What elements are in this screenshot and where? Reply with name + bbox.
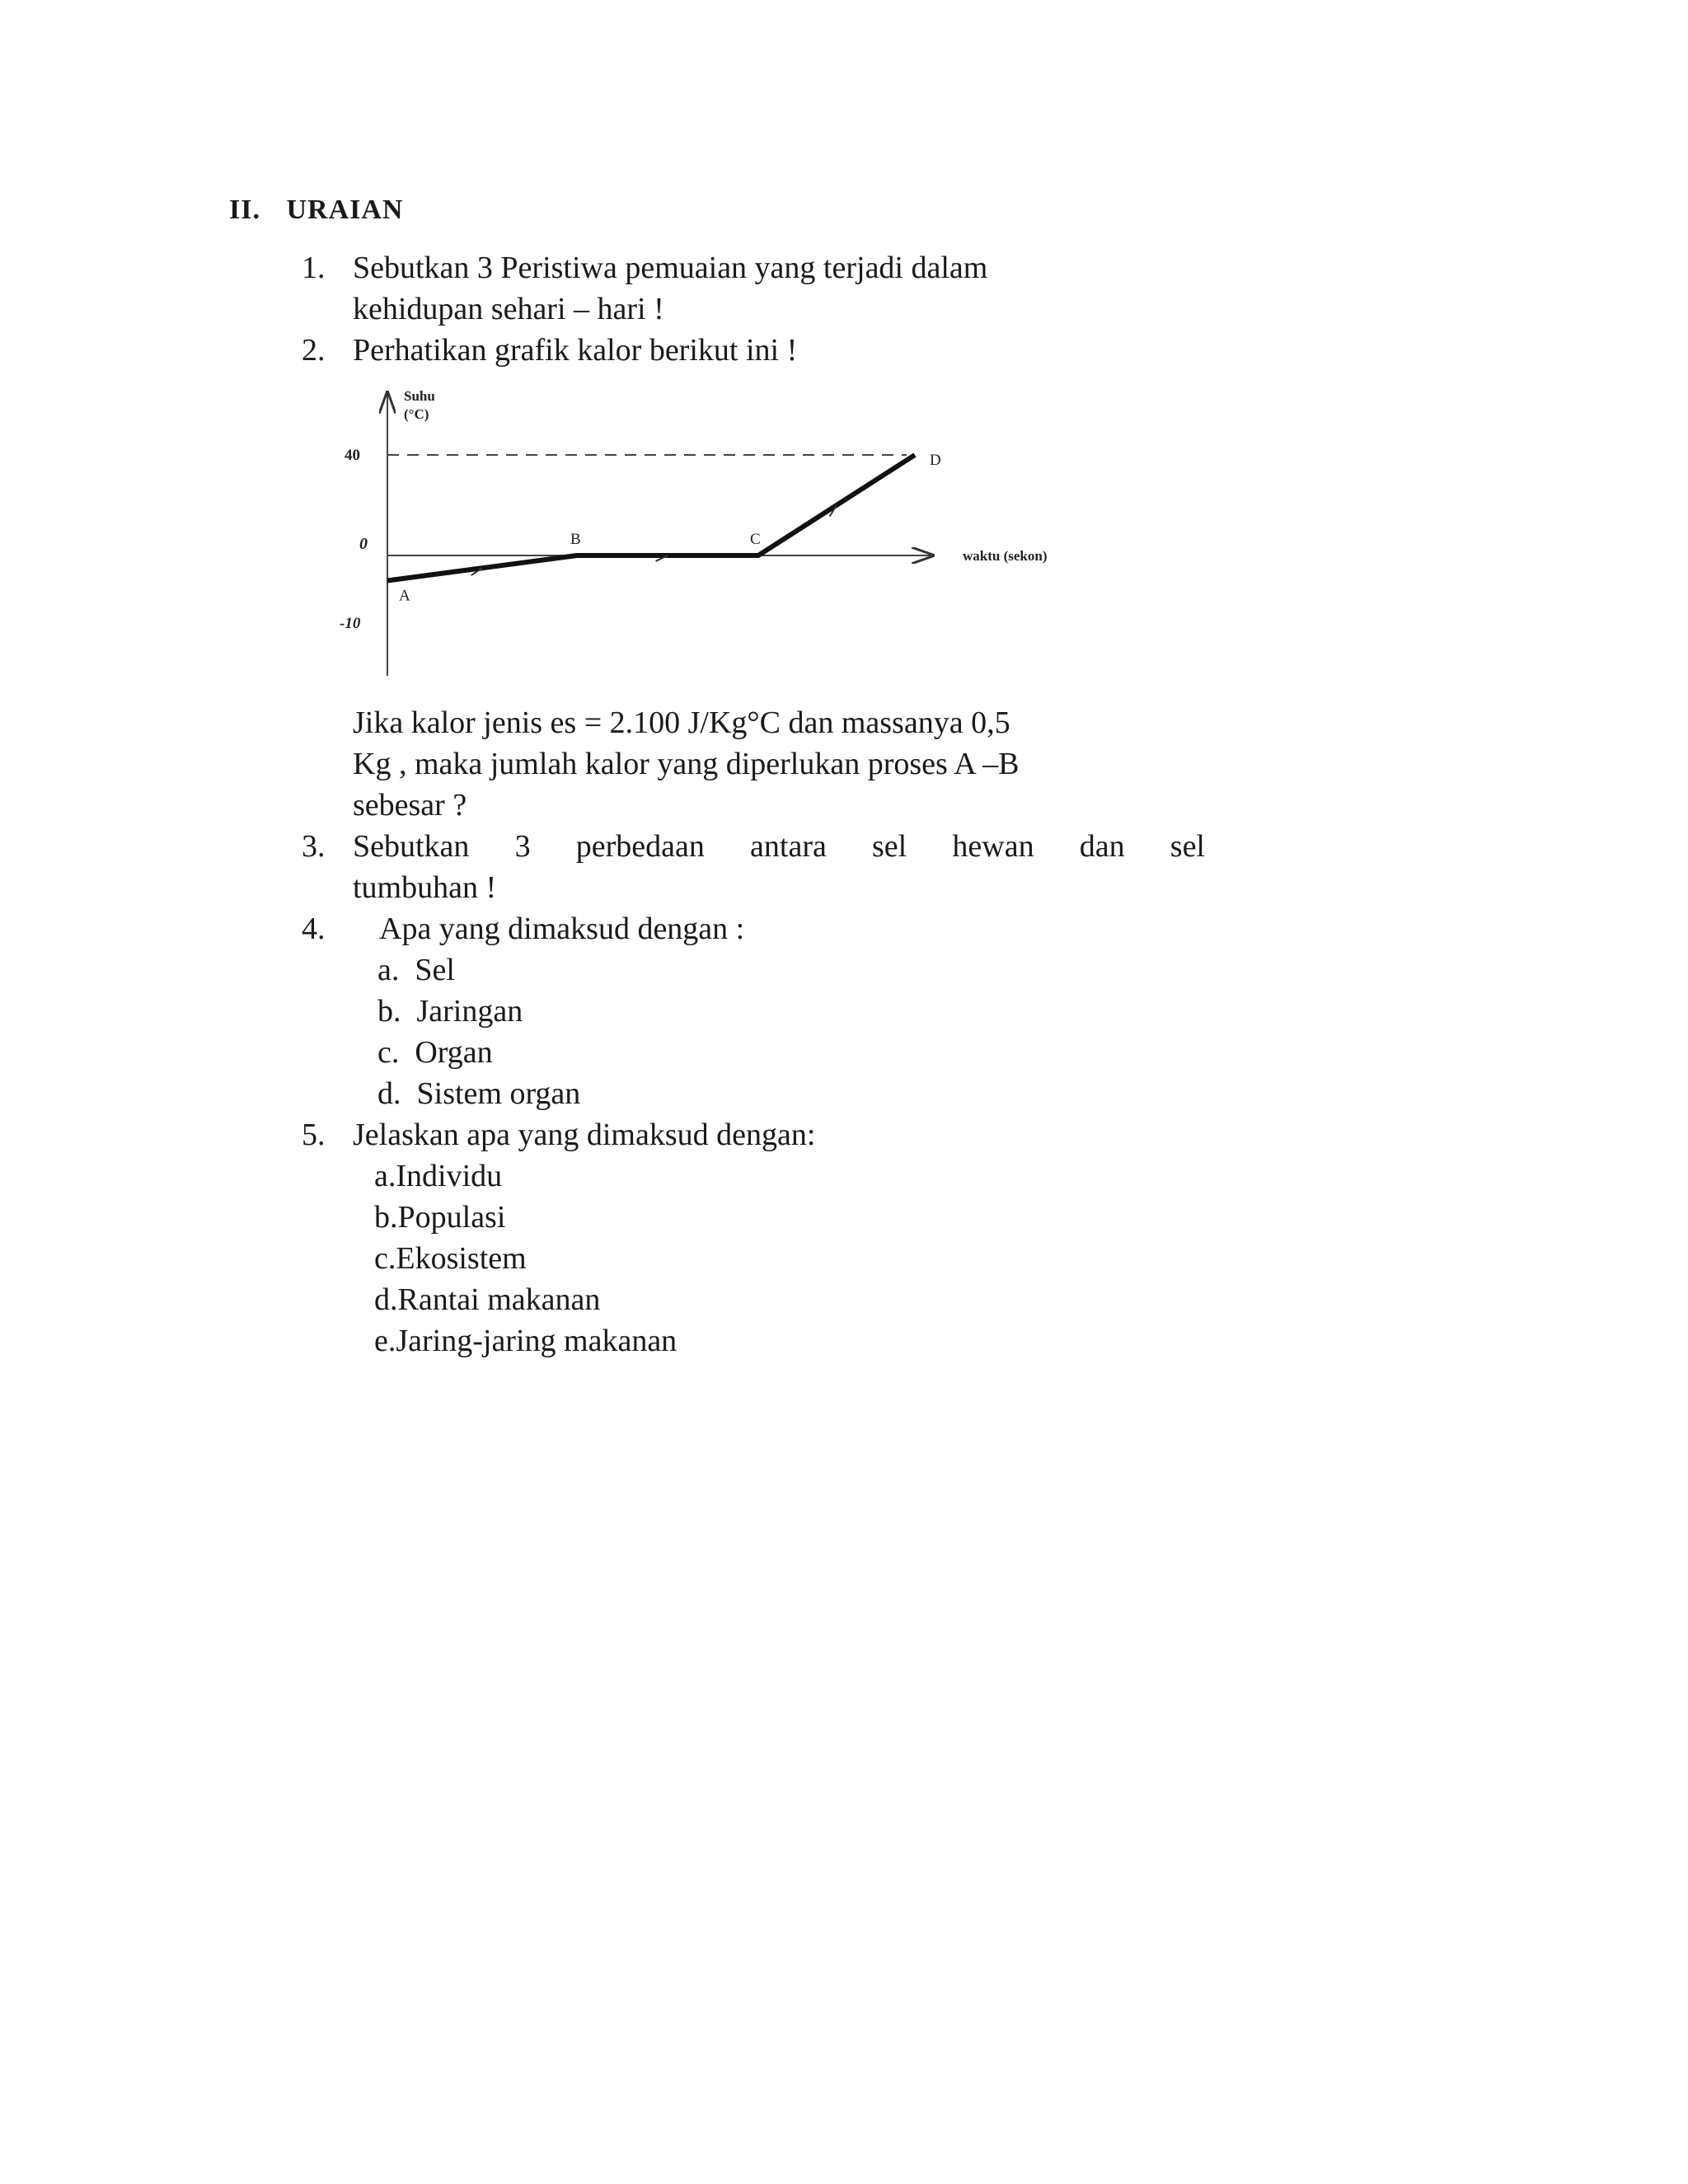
question-2-text-line-1: Jika kalor jenis es = 2.100 J/Kg°C dan massanya 0,5	[353, 705, 1010, 740]
question-4-option-b: b. Jaringan	[377, 994, 523, 1029]
question-3-number: 3.	[302, 829, 326, 864]
question-3-line-1: Sebutkan 3 perbedaan antara sel hewan dan sel	[353, 829, 1205, 864]
question-5-option-a: a.Individu	[374, 1159, 503, 1193]
heating-curve	[387, 455, 915, 581]
point-label-d: D	[930, 452, 941, 469]
temperature-series	[387, 452, 941, 605]
question-5-line-1: Jelaskan apa yang dimaksud dengan:	[353, 1118, 816, 1152]
question-2-text-line-2: Kg , maka jumlah kalor yang diperlukan proses A –B	[353, 747, 1020, 781]
point-label-a: A	[399, 587, 410, 605]
section-heading	[229, 194, 403, 226]
y-tick-40: 40	[345, 447, 360, 464]
question-4-option-d: d. Sistem organ	[377, 1076, 581, 1111]
question-2-number: 2.	[302, 333, 326, 368]
question-3-line-2: tumbuhan !	[353, 870, 497, 905]
question-4-option-a: a. Sel	[377, 953, 455, 987]
y-tick-0: 0	[359, 535, 368, 553]
question-5-option-b: b.Populasi	[374, 1200, 506, 1235]
point-label-b: B	[570, 531, 581, 548]
question-5-number: 5.	[302, 1118, 326, 1152]
y-axis-unit: (°C)	[404, 406, 429, 422]
question-5-option-e: e.Jaring-jaring makanan	[374, 1324, 678, 1358]
question-1-line-1: Sebutkan 3 Peristiwa pemuaian yang terjadi dalam	[353, 251, 988, 285]
point-label-c: C	[750, 531, 761, 548]
question-1-number: 1.	[302, 251, 326, 285]
question-2-text-line-3: sebesar ?	[353, 788, 467, 823]
question-5-option-c: c.Ekosistem	[374, 1241, 527, 1276]
y-axis-label: Suhu	[404, 388, 435, 404]
section-numeral: II.	[229, 194, 260, 225]
question-1-line-2: kehidupan sehari – hari !	[353, 292, 664, 326]
y-tick-minus-10: -10	[340, 615, 361, 632]
question-4-number: 4.	[302, 912, 326, 946]
question-4-line-1: Apa yang dimaksud dengan :	[379, 912, 745, 946]
question-4-option-c: c. Organ	[377, 1035, 493, 1070]
question-2-line-1: Perhatikan grafik kalor berikut ini !	[353, 333, 798, 368]
heat-graph	[338, 387, 1146, 684]
question-5-option-d: d.Rantai makanan	[374, 1282, 601, 1317]
section-title: URAIAN	[286, 194, 404, 225]
x-axis-label: waktu (sekon)	[963, 548, 1048, 564]
